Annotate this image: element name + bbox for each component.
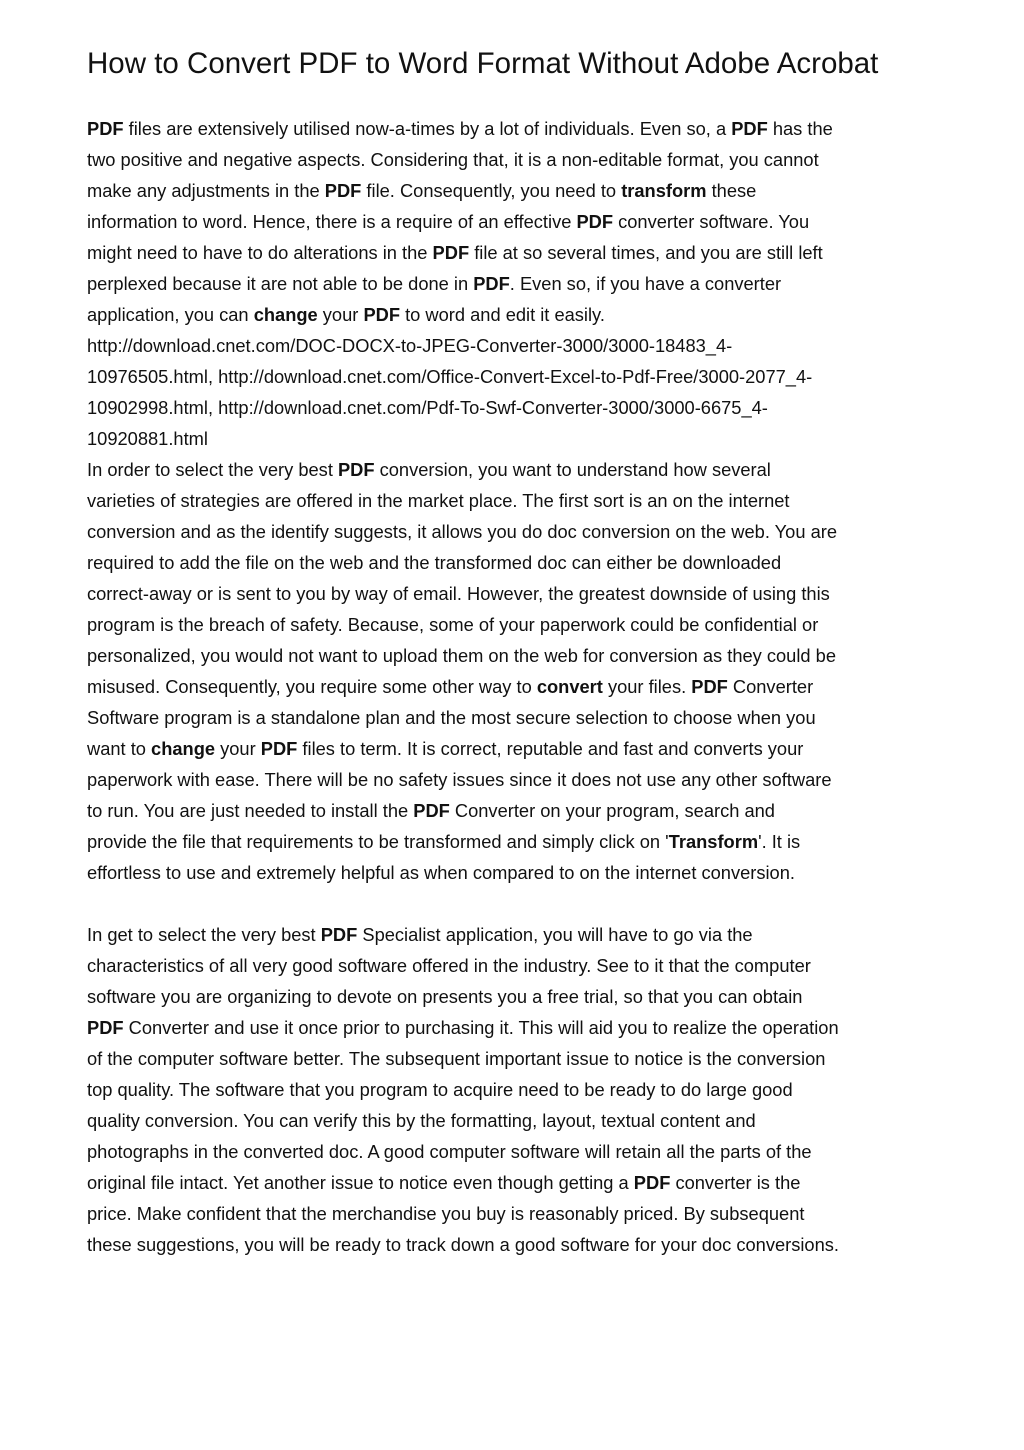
text-run: Converter <box>727 676 814 697</box>
text-line <box>87 392 967 423</box>
text-run: file. Consequently, you need to <box>361 180 622 201</box>
bold-keyword: PDF <box>473 273 510 294</box>
text-line <box>87 237 967 268</box>
text-run: these <box>706 180 757 201</box>
text-line <box>87 361 967 392</box>
text-run: misused. Consequently, you require some other way to <box>87 676 537 697</box>
text-line <box>87 1074 967 1105</box>
text-line <box>87 1136 967 1167</box>
text-run: Specialist application, you will have to go via the <box>357 924 753 945</box>
text-line <box>87 733 967 764</box>
text-line <box>87 516 967 547</box>
text-run: conversion, you want to understand how several <box>374 459 771 480</box>
text-run: quality conversion. You can verify this by the formatting, layout, textual content and <box>87 1110 756 1131</box>
text-line <box>87 299 967 330</box>
text-line <box>87 175 967 206</box>
text-run: http://download.cnet.com/DOC-DOCX-to-JPEG-Converter-3000/3000-18483_4- <box>87 335 733 356</box>
text-line <box>87 671 967 702</box>
text-run: make any adjustments in the <box>87 180 325 201</box>
text-line <box>87 1198 967 1229</box>
text-run: application, you can <box>87 304 254 325</box>
text-run: In order to select the very best <box>87 459 338 480</box>
text-run: might need to have to do alterations in the <box>87 242 433 263</box>
text-line <box>87 950 967 981</box>
bold-keyword: convert <box>536 676 603 697</box>
text-run: your <box>215 738 261 759</box>
text-run: 10920881.html <box>87 428 208 449</box>
text-run: your <box>317 304 364 325</box>
text-line <box>87 857 967 888</box>
bold-keyword: PDF <box>363 304 400 325</box>
text-line <box>87 113 967 144</box>
bold-keyword: PDF <box>691 676 728 697</box>
paragraph-gap <box>87 888 967 919</box>
text-line <box>87 1229 967 1260</box>
text-run: software you are organizing to devote on presents you a free trial, so that you can obtain <box>87 986 803 1007</box>
bold-keyword: PDF <box>324 180 362 201</box>
text-run: program is the breach of safety. Because, some of your paperwork could be confidential or <box>87 614 819 635</box>
text-line <box>87 485 967 516</box>
text-run: to run. You are just needed to install the <box>87 800 414 821</box>
text-run: correct-away or is sent to you by way of email. However, the greatest downside of using this <box>87 583 830 604</box>
page-title: How to Convert PDF to Word Format Without Adobe Acrobat <box>87 47 879 80</box>
text-run: 10902998.html, http://download.cnet.com/Pdf-To-Swf-Converter-3000/3000-6675_4- <box>87 397 768 418</box>
text-run: has the <box>767 118 833 139</box>
bold-keyword: PDF <box>320 924 358 945</box>
text-run: want to <box>87 738 152 759</box>
body-text <box>87 113 967 1260</box>
text-run: . Even so, if you have a converter <box>509 273 782 294</box>
text-run: required to add the file on the web and the transformed doc can either be downloaded <box>87 552 782 573</box>
text-run: Converter and use it once prior to purchasing it. This will aid you to realize the operation <box>123 1017 839 1038</box>
text-run: converter software. You <box>613 211 810 232</box>
text-line <box>87 268 967 299</box>
text-run: Software program is a standalone plan and the most secure selection to choose when you <box>87 707 816 728</box>
text-line <box>87 702 967 733</box>
text-line <box>87 1012 967 1043</box>
text-line <box>87 826 967 857</box>
text-run: perplexed because it are not able to be done in <box>87 273 474 294</box>
text-line <box>87 454 967 485</box>
text-line <box>87 144 967 175</box>
text-run: photographs in the converted doc. A good computer software will retain all the parts of the <box>87 1141 812 1162</box>
text-run: paperwork with ease. There will be no safety issues since it does not use any other software <box>87 769 832 790</box>
text-line <box>87 764 967 795</box>
text-run: these suggestions, you will be ready to track down a good software for your doc conversions. <box>87 1234 839 1255</box>
text-run: Converter on your program, search and <box>449 800 775 821</box>
bold-keyword: PDF <box>87 118 124 139</box>
bold-keyword: PDF <box>413 800 450 821</box>
text-line <box>87 1105 967 1136</box>
text-line <box>87 1043 967 1074</box>
bold-keyword: transform <box>621 180 707 201</box>
text-run: conversion and as the identify suggests, it allows you do doc conversion on the web. You are <box>87 521 838 542</box>
bold-keyword: PDF <box>633 1172 671 1193</box>
text-run: to word and edit it easily. <box>400 304 605 325</box>
text-run: original file intact. Yet another issue to notice even though getting a <box>87 1172 634 1193</box>
bold-keyword: PDF <box>260 738 298 759</box>
text-line <box>87 795 967 826</box>
bold-keyword: change <box>151 738 216 759</box>
text-run: file at so several times, and you are still left <box>469 242 823 263</box>
text-run: provide the file that requirements to be transformed and simply click on ' <box>87 831 669 852</box>
text-line <box>87 330 967 361</box>
text-run: of the computer software better. The subsequent important issue to notice is the conversion <box>87 1048 826 1069</box>
bold-keyword: Transform <box>668 831 759 852</box>
text-line <box>87 547 967 578</box>
text-run: two positive and negative aspects. Considering that, it is a non-editable format, you cannot <box>87 149 819 170</box>
text-line <box>87 609 967 640</box>
text-line <box>87 423 967 454</box>
text-run: information to word. Hence, there is a require of an effective <box>87 211 577 232</box>
text-line <box>87 640 967 671</box>
text-line <box>87 1167 967 1198</box>
bold-keyword: PDF <box>337 459 375 480</box>
bold-keyword: PDF <box>731 118 768 139</box>
text-run: files are extensively utilised now-a-times by a lot of individuals. Even so, a <box>123 118 732 139</box>
bold-keyword: PDF <box>432 242 470 263</box>
bold-keyword: PDF <box>576 211 614 232</box>
text-line <box>87 578 967 609</box>
text-run: files to term. It is correct, reputable and fast and converts your <box>297 738 804 759</box>
text-run: effortless to use and extremely helpful as when compared to on the internet conversion. <box>87 862 795 883</box>
text-run: top quality. The software that you program to acquire need to be ready to do large good <box>87 1079 793 1100</box>
text-run: 10976505.html, http://download.cnet.com/Office-Convert-Excel-to-Pdf-Free/3000-2077_4- <box>87 366 813 387</box>
text-run: converter is the <box>670 1172 801 1193</box>
text-line <box>87 919 967 950</box>
text-run: characteristics of all very good software offered in the industry. See to it that the computer <box>87 955 811 976</box>
text-line <box>87 206 967 237</box>
text-run: price. Make confident that the merchandise you buy is reasonably priced. By subsequent <box>87 1203 805 1224</box>
text-run: '. It is <box>758 831 801 852</box>
text-run: In get to select the very best <box>87 924 321 945</box>
text-run: your files. <box>602 676 692 697</box>
text-run: varieties of strategies are offered in the market place. The first sort is an on the internet <box>87 490 790 511</box>
bold-keyword: PDF <box>87 1017 124 1038</box>
text-run: personalized, you would not want to upload them on the web for conversion as they could be <box>87 645 836 666</box>
bold-keyword: change <box>253 304 318 325</box>
text-line <box>87 981 967 1012</box>
